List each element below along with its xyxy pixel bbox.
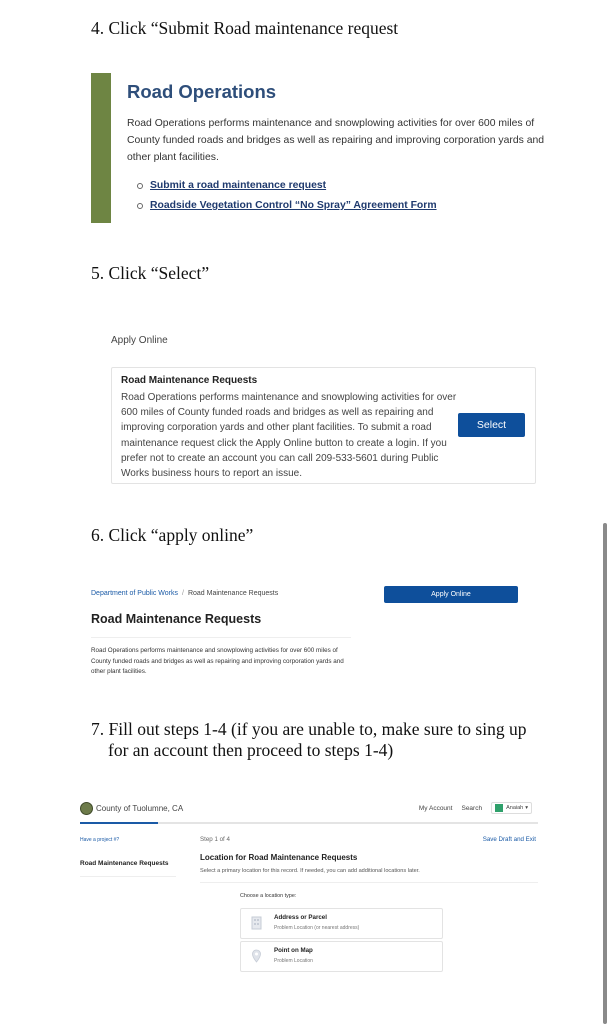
search-link[interactable]: Search <box>461 804 483 812</box>
location-option-map[interactable] <box>240 941 443 972</box>
county-seal-icon <box>80 802 93 815</box>
step-7-instruction: 7. Fill out steps 1-4 (if you are unable to, make sure to sing up <box>91 719 527 739</box>
site-name[interactable]: County of Tuolumne, CA <box>96 804 184 813</box>
portal-header <box>80 798 538 822</box>
road-operations-title: Road Operations <box>127 81 277 102</box>
scrollbar[interactable] <box>603 523 607 1024</box>
apply-online-label: Apply Online <box>111 335 168 346</box>
list-item <box>137 196 437 216</box>
location-section-title: Location for Road Maintenance Requests <box>200 853 358 862</box>
road-operations-links <box>137 176 437 216</box>
location-section-subtitle: Select a primary location for this record. If needed, you can add additional locations later. <box>200 868 420 874</box>
map-pin-icon <box>251 949 262 963</box>
bullet-icon <box>137 203 143 209</box>
breadcrumb-separator: / <box>182 590 184 597</box>
bullet-icon <box>137 183 143 189</box>
no-spray-agreement-link[interactable]: Roadside Vegetation Control “No Spray” Agreement Form <box>150 200 437 211</box>
top-nav <box>419 802 532 814</box>
chevron-down-icon: ▾ <box>525 805 528 811</box>
step-4-instruction: 4. Click “Submit Road maintenance request <box>91 18 399 38</box>
user-name: Anaiah <box>506 805 524 811</box>
header-active-indicator <box>80 822 158 824</box>
option-title: Address or Parcel <box>274 914 327 921</box>
building-icon <box>251 916 262 930</box>
breadcrumb-current: Road Maintenance Requests <box>187 590 279 597</box>
user-menu[interactable] <box>491 802 532 814</box>
road-operations-panel <box>91 73 561 223</box>
step-7-instruction-continued: for an account then proceed to steps 1-4) <box>108 740 394 760</box>
sidebar-item-road-maintenance[interactable]: Road Maintenance Requests <box>80 860 169 867</box>
avatar <box>495 804 503 812</box>
card-description: Road Operations performs maintenance and snowplowing activities for over 600 miles of County funded roads and bridges as well as repairing and improving corporation yards and other plant facilities. To submit a road maintenance request click the Apply Online button to create a login. If you prefer not to create an account you can call 209-533-5601 during Public Works business hours to report an issue. <box>121 392 457 480</box>
step-5-instruction: 5. Click “Select” <box>91 263 210 283</box>
save-draft-button[interactable]: Save Draft and Exit <box>482 836 536 843</box>
option-subtitle: Problem Location (or nearest address) <box>274 925 360 931</box>
apply-online-button[interactable]: Apply Online <box>384 586 518 603</box>
option-subtitle: Problem Location <box>274 958 313 964</box>
breadcrumb <box>91 590 278 597</box>
step-6-instruction: 6. Click “apply online” <box>91 525 254 545</box>
select-button[interactable]: Select <box>458 413 525 437</box>
submit-road-maintenance-link[interactable]: Submit a road maintenance request <box>150 180 327 191</box>
page-description: Road Operations performs maintenance and snowplowing activities for over 600 miles of County funded roads and bridges as well as repairing and improving corporation yards and other plant facilities. <box>91 647 344 675</box>
road-operations-description: Road Operations performs maintenance and snowplowing activities for over 600 miles of County funded roads and bridges as well as repairing and improving corporation yards and other plant facilities. <box>127 118 545 163</box>
divider <box>91 637 351 638</box>
option-title: Point on Map <box>274 947 313 954</box>
road-maintenance-card <box>111 367 536 484</box>
card-title: Road Maintenance Requests <box>121 375 258 386</box>
page-title: Road Maintenance Requests <box>91 612 262 626</box>
step-indicator: Step 1 of 4 <box>200 836 230 843</box>
breadcrumb-public-works[interactable]: Department of Public Works <box>91 590 179 597</box>
location-type-label: Choose a location type: <box>240 893 297 899</box>
sidebar-divider <box>80 876 176 877</box>
my-account-link[interactable]: My Account <box>418 804 453 812</box>
section-divider <box>200 882 538 883</box>
have-project-link[interactable]: Have a project #? <box>80 837 120 843</box>
accent-bar <box>91 73 111 223</box>
list-item <box>137 176 437 196</box>
location-option-address[interactable] <box>240 908 443 939</box>
